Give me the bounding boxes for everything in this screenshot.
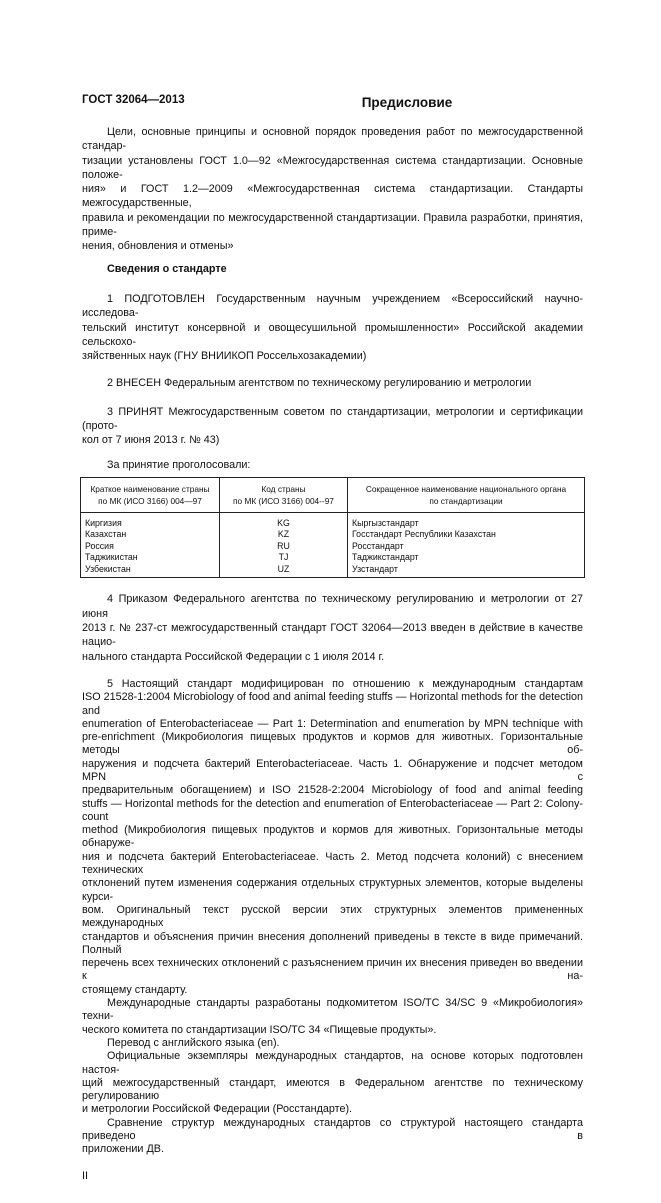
header-line: по МК (ИСО 3166) 004—97 xyxy=(98,495,202,506)
header-line: по МК (ИСО 3166) 004--97 xyxy=(233,495,334,506)
item-2-submitted xyxy=(82,376,583,390)
text-line: наружения и подсчета бактерий Enterobacteriaceae. Часть 1. Обнаружение и подсчет методом MPN с xyxy=(82,757,583,783)
text-line: stuffs — Horizontal methods for the detection and enumeration of Enterobacteriaceae — Part 2: Colony-count xyxy=(82,797,583,823)
column-header-body xyxy=(348,477,585,512)
text-line: 3 ПРИНЯТ Межгосударственным советом по стандартизации, метрологии и сертификации (прото- xyxy=(82,405,583,433)
country-name-cell: Киргизия xyxy=(81,512,220,529)
document-id-header: ГОСТ 32064—2013 xyxy=(82,94,185,106)
table-row xyxy=(81,541,585,553)
text-line: ISO 21528-1:2004 Microbiology of food and animal feeding stuffs — Horizontal methods for the detection and xyxy=(82,691,583,717)
country-code-cell: TJ xyxy=(220,552,348,564)
standards-body-cell: Узстандарт xyxy=(348,564,585,578)
text-line: стандартов и объяснения причин внесения дополнений приведены в тексте в виде примечаний. Полный xyxy=(82,930,583,956)
text-line: Официальные экземпляры международных стандартов, на основе которых подготовлен настоя- xyxy=(82,1050,583,1076)
text-line: pre-enrichment (Микробиология пищевых продуктов и кормов для животных. Горизонтальные методы об- xyxy=(82,731,583,757)
page-header xyxy=(82,93,583,118)
standards-body-cell: Кыргызстандарт xyxy=(348,512,585,529)
item-4-order xyxy=(82,592,583,663)
text-line: 2013 г. № 237-ст межгосударственный стандарт ГОСТ 32064—2013 введен в действие в качестве нацио- xyxy=(82,622,583,649)
text-line: и метрологии Российской Федерации (Росстандарте). xyxy=(82,1103,353,1116)
header-line: Сокращенное наименование национального органа xyxy=(365,483,567,494)
text-line: 4 Приказом Федерального агентства по техническому регулированию и метрологии от 27 июня xyxy=(82,593,583,620)
table-row xyxy=(81,529,585,541)
text-line: ния» и ГОСТ 1.2—2009 «Межгосударственная система стандартизации. Стандарты межгосударственные, xyxy=(82,183,583,210)
text-line: нального стандарта Российской Федерации с 1 июля 2014 г. xyxy=(82,650,385,663)
column-header-country xyxy=(81,477,220,512)
table-body xyxy=(81,512,585,578)
page-number: II xyxy=(82,1169,89,1182)
item-5-modified xyxy=(82,678,583,1157)
country-name-cell: Таджикистан xyxy=(81,552,220,564)
table-row xyxy=(81,552,585,564)
text-line: тизации установлены ГОСТ 1.0—92 «Межгосударственная система стандартизации. Основные положе- xyxy=(82,154,583,181)
text-line: 5 Настоящий стандарт модифицирован по отношению к международным стандартам xyxy=(107,677,583,690)
text-line: нения, обновления и отмены» xyxy=(82,240,234,253)
text-line: 1 ПОДГОТОВЛЕН Государственным научным учреждением «Всероссийский научно-исследова- xyxy=(82,292,583,320)
text-line: правила и рекомендации по межгосударственной стандартизации. Правила разработки, принятия, приме- xyxy=(82,211,583,239)
country-code-cell: KZ xyxy=(220,529,348,541)
text-line: Сравнение структур международных стандартов со структурой настоящего стандарта приведено в xyxy=(82,1116,583,1143)
text-line: отклонений путем изменения содержания отдельных структурных элементов, которые выделены курси- xyxy=(82,877,583,903)
section-heading: Сведения о стандарте xyxy=(107,262,227,275)
text-line: зяйственных наук (ГНУ ВНИИКОП Россельхозакадемии) xyxy=(82,350,367,363)
voting-countries-table xyxy=(80,477,585,579)
intro-paragraph xyxy=(82,125,583,254)
text-line: enumeration of Enterobacteriaceae — Part 1: Determination and enumeration by MPN technique with xyxy=(82,717,583,730)
country-name-cell: Узбекистан xyxy=(81,564,220,578)
table-row xyxy=(81,564,585,578)
country-name-cell: Казахстан xyxy=(81,529,220,541)
text-line: перечень всех технических отклонений с разъяснением причин их внесения приведен во введении к на- xyxy=(82,957,583,983)
country-code-cell: UZ xyxy=(220,564,348,578)
vote-label: За принятие проголосовали: xyxy=(107,458,251,471)
text-line: стоящему стандарту. xyxy=(82,983,188,996)
country-code-cell: KG xyxy=(220,512,348,529)
text-line: ния и подсчета бактерий Enterobacteriaceae. Часть 2. Метод подсчета колоний) с внесением технических xyxy=(82,850,583,877)
country-name-cell: Россия xyxy=(81,541,220,553)
standards-body-cell: Таджикстандарт xyxy=(348,552,585,564)
page-title: Предисловие xyxy=(361,95,453,110)
header-line: Код страны xyxy=(261,483,306,494)
text-line: щий межгосударственный стандарт, имеются в Федеральном агентстве по техническому регулированию xyxy=(82,1076,583,1103)
item-3-adopted xyxy=(82,405,583,448)
country-code-cell: RU xyxy=(220,541,348,553)
header-line: Краткое наименование страны xyxy=(90,483,210,494)
column-header-code xyxy=(220,477,348,512)
text-line: кол от 7 июня 2013 г. № 43) xyxy=(82,434,220,447)
text-line: method (Микробиология пищевых продуктов и кормов для животных. Горизонтальные методы обнаруже- xyxy=(82,824,583,850)
text-line: приложении ДВ. xyxy=(82,1143,164,1156)
item-1-prepared xyxy=(82,292,583,363)
text-line: тельский институт консервной и овощесушильной промышленности» Российской академии сельскохо- xyxy=(82,321,583,348)
text-line: предварительным обогащением) и ISO 21528-2:2004 Microbiology of food and animal feeding xyxy=(82,784,583,797)
text-line: 2 ВНЕСЕН Федеральным агентством по техническому регулированию и метрологии xyxy=(107,377,532,390)
text-line: Перевод с английского языка (en). xyxy=(107,1036,280,1049)
text-line: Цели, основные принципы и основной порядок проведения работ по межгосударственной стандар- xyxy=(82,126,583,153)
standards-body-cell: Росстандарт xyxy=(348,541,585,553)
table-row xyxy=(81,512,585,529)
text-line: вом. Оригинальный текст русской версии этих структурных элементов примененных международных xyxy=(82,903,583,930)
text-line: Международные стандарты разработаны подкомитетом ISO/TC 34/SC 9 «Микробиология» техни- xyxy=(82,997,583,1023)
text-line: ческого комитета по стандартизации ISO/TC 34 «Пищевые продукты». xyxy=(82,1023,437,1036)
header-line: по стандартизации xyxy=(429,495,503,506)
standards-body-cell: Госстандарт Республики Казахстан xyxy=(348,529,585,541)
